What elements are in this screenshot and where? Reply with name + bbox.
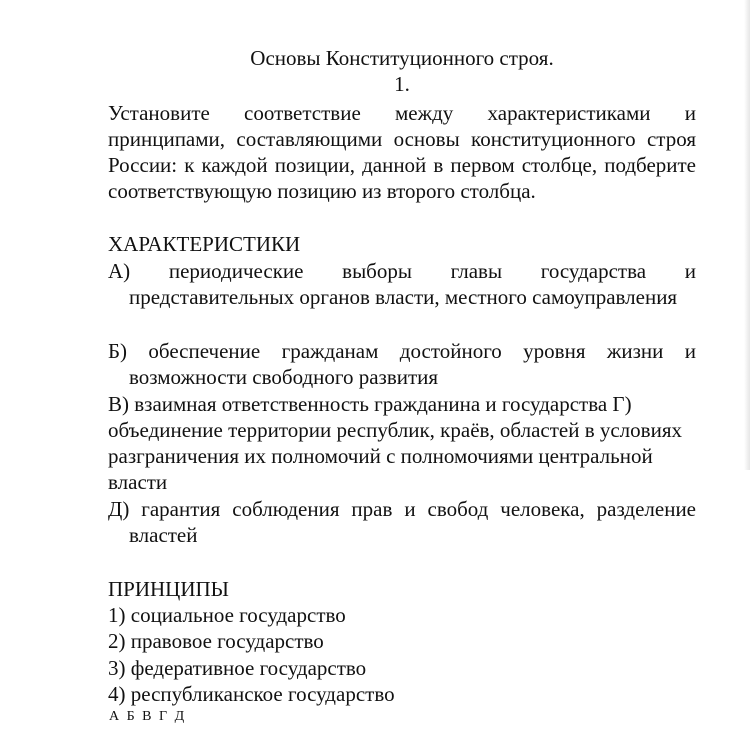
principle-item-4: 4) республиканское государство [108,682,395,706]
characteristic-item-d: Д) гарантия соблюдения прав и свобод человека, разделение властей [108,497,696,547]
principles-heading: ПРИНЦИПЫ [108,577,229,601]
task-instruction: Установите соответствие между характеристиками и принципами, составляющими основы конституционного строя России: к каждой позиции, данной в первом столбце, подберите соответствующую позицию из второго столбца. [108,101,696,203]
task-number: 1. [394,72,410,96]
characteristics-heading: ХАРАКТЕРИСТИКИ [108,232,301,256]
principle-item-2: 2) правовое государство [108,629,324,653]
characteristic-item-v-g: В) взаимная ответственность гражданина и государства Г) объединение территории республик, краёв, областей в условиях разграничения их полномочий с полномочиями центральной власти [108,392,682,494]
document-title: Основы Конституционного строя. [250,46,554,70]
principle-item-1: 1) социальное государство [108,603,346,627]
answer-letters-row: А Б В Г Д [109,709,187,724]
principle-item-3: 3) федеративное государство [108,656,367,680]
characteristic-item-a: А) периодические выборы главы государства и представительных органов власти, местного самоуправления [108,259,696,309]
characteristic-item-b: Б) обеспечение гражданам достойного уровня жизни и возможности свободного развития [108,339,696,389]
